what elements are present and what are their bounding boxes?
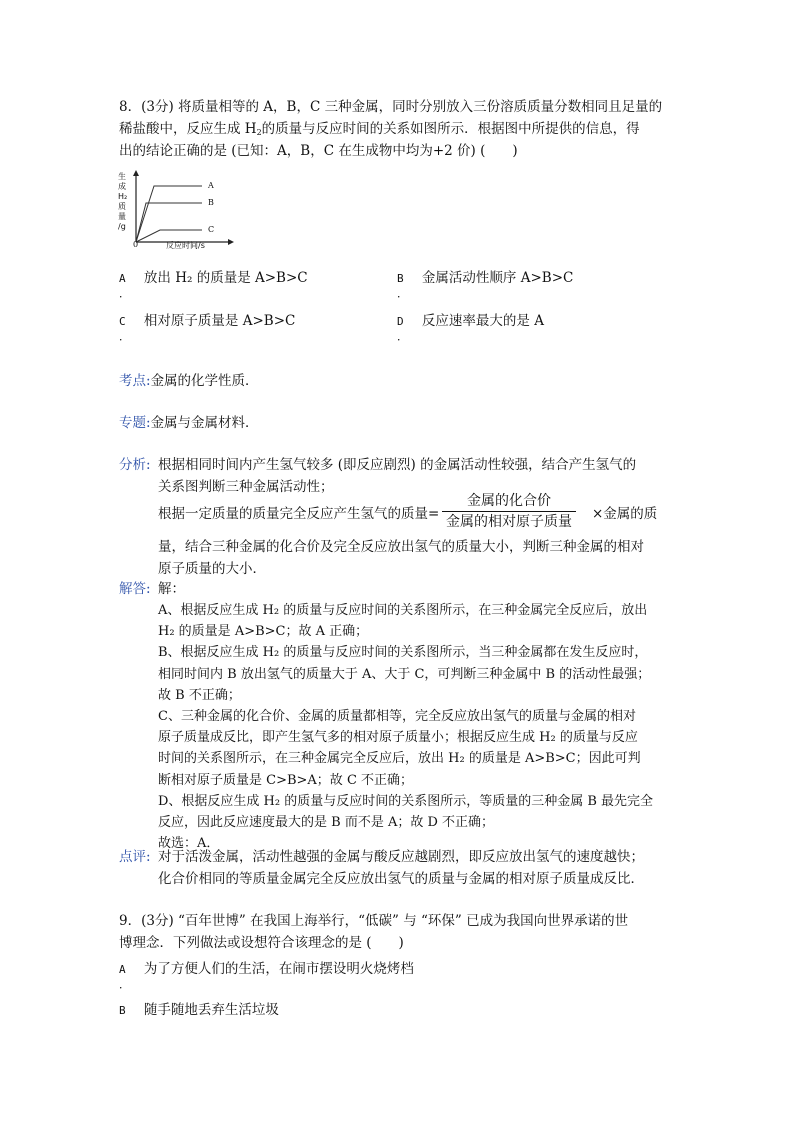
kaodian-row <box>119 370 259 392</box>
option-dot: ． <box>119 978 130 991</box>
series-b-label: B <box>208 198 214 207</box>
jieda-label: 解答: <box>119 581 151 597</box>
option-letter: D <box>397 315 404 328</box>
dianping-line2: 化合价相同的等质量金属完全反应放出氢气的质量与金属的相对原子质量成反比． <box>158 871 644 887</box>
option-text: 为了方便人们的生活，在闹市摆设明火烧烤档 <box>143 961 414 977</box>
series-a-line <box>136 186 202 242</box>
option-dot: ． <box>397 330 408 343</box>
q9-stem-line1: 9．(3分) “百年世博” 在我国上海举行，“低碳” 与 “环保” 已成为我国向世界承诺的世 <box>119 913 629 929</box>
option-text: 金属活动性顺序 A>B>C <box>421 270 574 286</box>
fraction <box>442 491 576 532</box>
option-text: 放出 H₂ 的质量是 A>B>C <box>143 270 308 286</box>
option-text: 反应速率最大的是 A <box>421 313 544 329</box>
jieda-line: D、根据反应生成 H₂ 的质量与反应时间的关系图所示，等质量的三种金属 B 最先完全 <box>158 793 654 809</box>
zhuanti-label: 专题: <box>119 415 151 431</box>
jieda-line: A、根据反应生成 H₂ 的质量与反应时间的关系图所示，在三种金属完全反应后，放出 <box>158 603 648 618</box>
graph-y-label: 生 成 H₂ 质 量 /g <box>118 172 128 231</box>
option-letter: C <box>119 315 126 328</box>
fenxi-line3a: 根据一定质量的质量完全反应产生氢气的质量= <box>158 506 440 522</box>
fraction-denominator: 金属的相对原子质量 <box>446 514 572 530</box>
q8-option-c[interactable] <box>119 309 295 345</box>
option-letter: A <box>119 272 126 285</box>
zhuanti-text: 金属与金属材料． <box>150 415 259 431</box>
kaodian-text: 金属的化学性质． <box>150 373 259 389</box>
option-letter: B <box>397 272 404 285</box>
q9-option-a[interactable] <box>119 957 414 993</box>
q8-stem-line2: 稀盐酸中，反应生成 $H_2$的质量与反应时间的关系如图所示．根据图中所提供的信息，得 <box>119 121 640 137</box>
q8-graph <box>116 170 234 250</box>
series-b-line <box>136 203 202 242</box>
fenxi-line3b: ×金属的质 <box>592 506 658 522</box>
fenxi-line1: 根据相同时间内产生氢气较多 (即反应剧烈) 的金属活动性较强，结合产生氢气的 <box>158 457 637 473</box>
jieda-intro: 解： <box>158 581 185 597</box>
dianping-line1: 对于活泼金属，活动性越强的金属与酸反应越剧烈，即反应放出氢气的速度越快； <box>158 849 644 865</box>
option-dot: ． <box>397 287 408 300</box>
fenxi-line2: 关系图判断三种金属活动性； <box>158 479 334 495</box>
graph-origin: 0 <box>133 240 139 249</box>
series-a-label: A <box>208 181 214 190</box>
jieda-line: 断相对原子质量是 C>B>A；故 C 不正确； <box>158 772 414 788</box>
option-letter: B <box>119 1004 126 1017</box>
q8-option-d[interactable] <box>397 309 544 345</box>
jieda-body <box>158 600 653 854</box>
q8-option-b[interactable] <box>397 266 573 302</box>
option-dot: ． <box>119 287 130 300</box>
jieda-line: B、根据反应生成 H₂ 的质量与反应时间的关系图所示，当三种金属都在发生反应时， <box>158 645 648 661</box>
jieda-line: 反应，因此反应速度最大的是 B 而不是 A；故 D 不正确； <box>158 815 495 831</box>
jieda-line: 时间的关系图所示，在三种金属完全反应后，放出 H₂ 的质量是 A>B>C；因此可判 <box>158 751 641 767</box>
option-text: 随手随地丢弃生活垃圾 <box>143 1002 279 1018</box>
fenxi-line4: 量，结合三种金属的化合价及完全反应放出氢气的质量大小，判断三种金属的相对 <box>158 539 644 555</box>
fraction-numerator: 金属的化合价 <box>442 491 576 512</box>
fenxi-label: 分析: <box>119 457 151 473</box>
option-letter: A <box>119 963 126 976</box>
kaodian-label: 考点: <box>119 373 151 389</box>
q8-option-a[interactable] <box>119 266 308 302</box>
jieda-line: 原子质量成反比，即产生氢气多的相对原子质量小；根据反应生成 H₂ 的质量与反应 <box>158 730 638 746</box>
q8-stem-line1: 8．(3分) 将质量相等的 A，B，C 三种金属，同时分别放入三份溶质质量分数相同且足量的 <box>119 99 663 115</box>
option-text: 相对原子质量是 A>B>C <box>143 313 296 329</box>
dianping-label: 点评: <box>119 849 151 865</box>
zhuanti-row <box>119 412 259 434</box>
jieda-line: C、三种金属的化合价、金属的质量都相等，完全反应放出氢气的质量与金属的相对 <box>158 709 636 725</box>
q9-stem-line2: 博理念．下列做法或设想符合该理念的是 ( ) <box>119 935 404 951</box>
option-dot: ． <box>119 330 130 343</box>
fenxi-line5: 原子质量的大小． <box>158 561 266 577</box>
jieda-line: H₂ 的质量是 A>B>C；故 A 正确； <box>158 624 369 640</box>
q9-option-b[interactable] <box>119 998 279 1018</box>
q8-stem-line3: 出的结论正确的是 (已知：A，B，C 在生成物中均为+2 价) ( ) <box>119 143 518 159</box>
jieda-line: 故选：A． <box>158 836 220 852</box>
jieda-line: 故 B 不正确； <box>158 687 241 703</box>
jieda-line: 相同时间内 B 放出氢气的质量大于 A、大于 C，可判断三种金属中 B 的活动性最强； <box>158 666 651 682</box>
series-c-label: C <box>208 225 215 234</box>
graph-x-label: 反应时间/s <box>166 241 205 250</box>
